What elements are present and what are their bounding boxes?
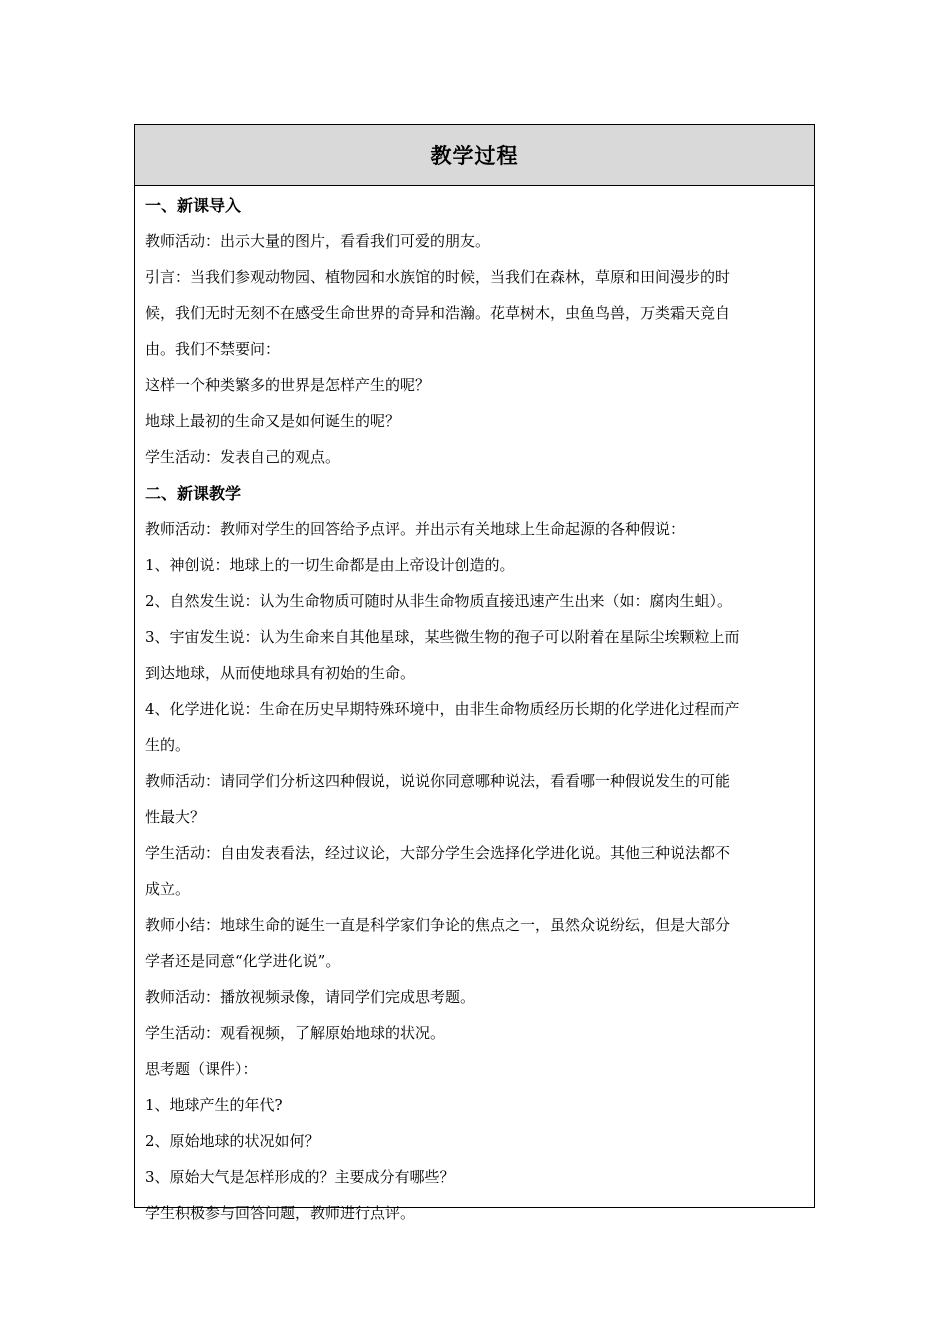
table-title: 教学过程: [430, 144, 519, 168]
section-heading: 二、新课教学: [145, 484, 242, 503]
table-body: [135, 186, 814, 1227]
paragraph-line: 由。我们不禁要问：: [145, 340, 281, 358]
teaching-process-table: [134, 124, 815, 1222]
section-heading: 一、新课导入: [145, 196, 242, 215]
paragraph-line: 到达地球，从而使地球具有初始的生命。: [145, 664, 416, 682]
paragraph-line: 教师活动：播放视频录像，请同学们完成思考题。: [145, 988, 476, 1006]
paragraph-line: 学生活动：观看视频，了解原始地球的状况。: [145, 1024, 446, 1042]
paragraph-line: 2、原始地球的状况如何？: [145, 1132, 320, 1150]
paragraph-line: 3、宇宙发生说：认为生命来自其他星球，某些微生物的孢子可以附着在星际尘埃颗粒上而: [145, 628, 740, 646]
paragraph-line: 学生活动：发表自己的观点。: [145, 448, 341, 466]
paragraph-line: 思考题（课件）：: [145, 1060, 258, 1078]
paragraph-line: 2、自然发生说：认为生命物质可随时从非生命物质直接迅速产生出来（如：腐肉生蛆）。: [145, 592, 733, 610]
paragraph-line: 学者还是同意“化学进化说”。: [145, 952, 341, 970]
paragraph-line: 教师活动：出示大量的图片，看看我们可爱的朋友。: [145, 232, 491, 250]
paragraph-line: 这样一个种类繁多的世界是怎样产生的呢？: [145, 376, 431, 394]
paragraph-line: 地球上最初的生命又是如何诞生的呢？: [145, 412, 401, 430]
paragraph-line: 4、化学进化说：生命在历史早期特殊环境中，由非生命物质经历长期的化学进化过程而产: [145, 700, 740, 718]
paragraph-line: 生的。: [145, 736, 191, 754]
paragraph-line: 教师活动：教师对学生的回答给予点评。并出示有关地球上生命起源的各种假说：: [145, 520, 686, 538]
paragraph-line: 3、原始大气是怎样形成的？主要成分有哪些？: [145, 1168, 455, 1186]
paragraph-line: 学生积极参与回答问题，教师进行点评。: [145, 1204, 416, 1222]
table-header: [135, 125, 814, 186]
paragraph-line: 教师小结：地球生命的诞生一直是科学家们争论的焦点之一，虽然众说纷纭，但是大部分: [145, 916, 731, 934]
paragraph-line: 成立。: [145, 880, 191, 898]
paragraph-line: 学生活动：自由发表看法，经过议论，大部分学生会选择化学进化说。其他三种说法都不: [145, 844, 731, 862]
paragraph-line: 1、地球产生的年代?: [145, 1096, 283, 1114]
paragraph-line: 1、神创说：地球上的一切生命都是由上帝设计创造的。: [145, 556, 515, 574]
paragraph-line: 引言：当我们参观动物园、植物园和水族馆的时候，当我们在森林，草原和田间漫步的时: [145, 268, 731, 286]
paragraph-line: 性最大？: [145, 808, 206, 826]
paragraph-line: 教师活动：请同学们分析这四种假说，说说你同意哪种说法，看看哪一种假说发生的可能: [145, 772, 731, 790]
paragraph-line: 候，我们无时无刻不在感受生命世界的奇异和浩瀚。花草树木，虫鱼鸟兽，万类霜天竞自: [145, 304, 731, 322]
